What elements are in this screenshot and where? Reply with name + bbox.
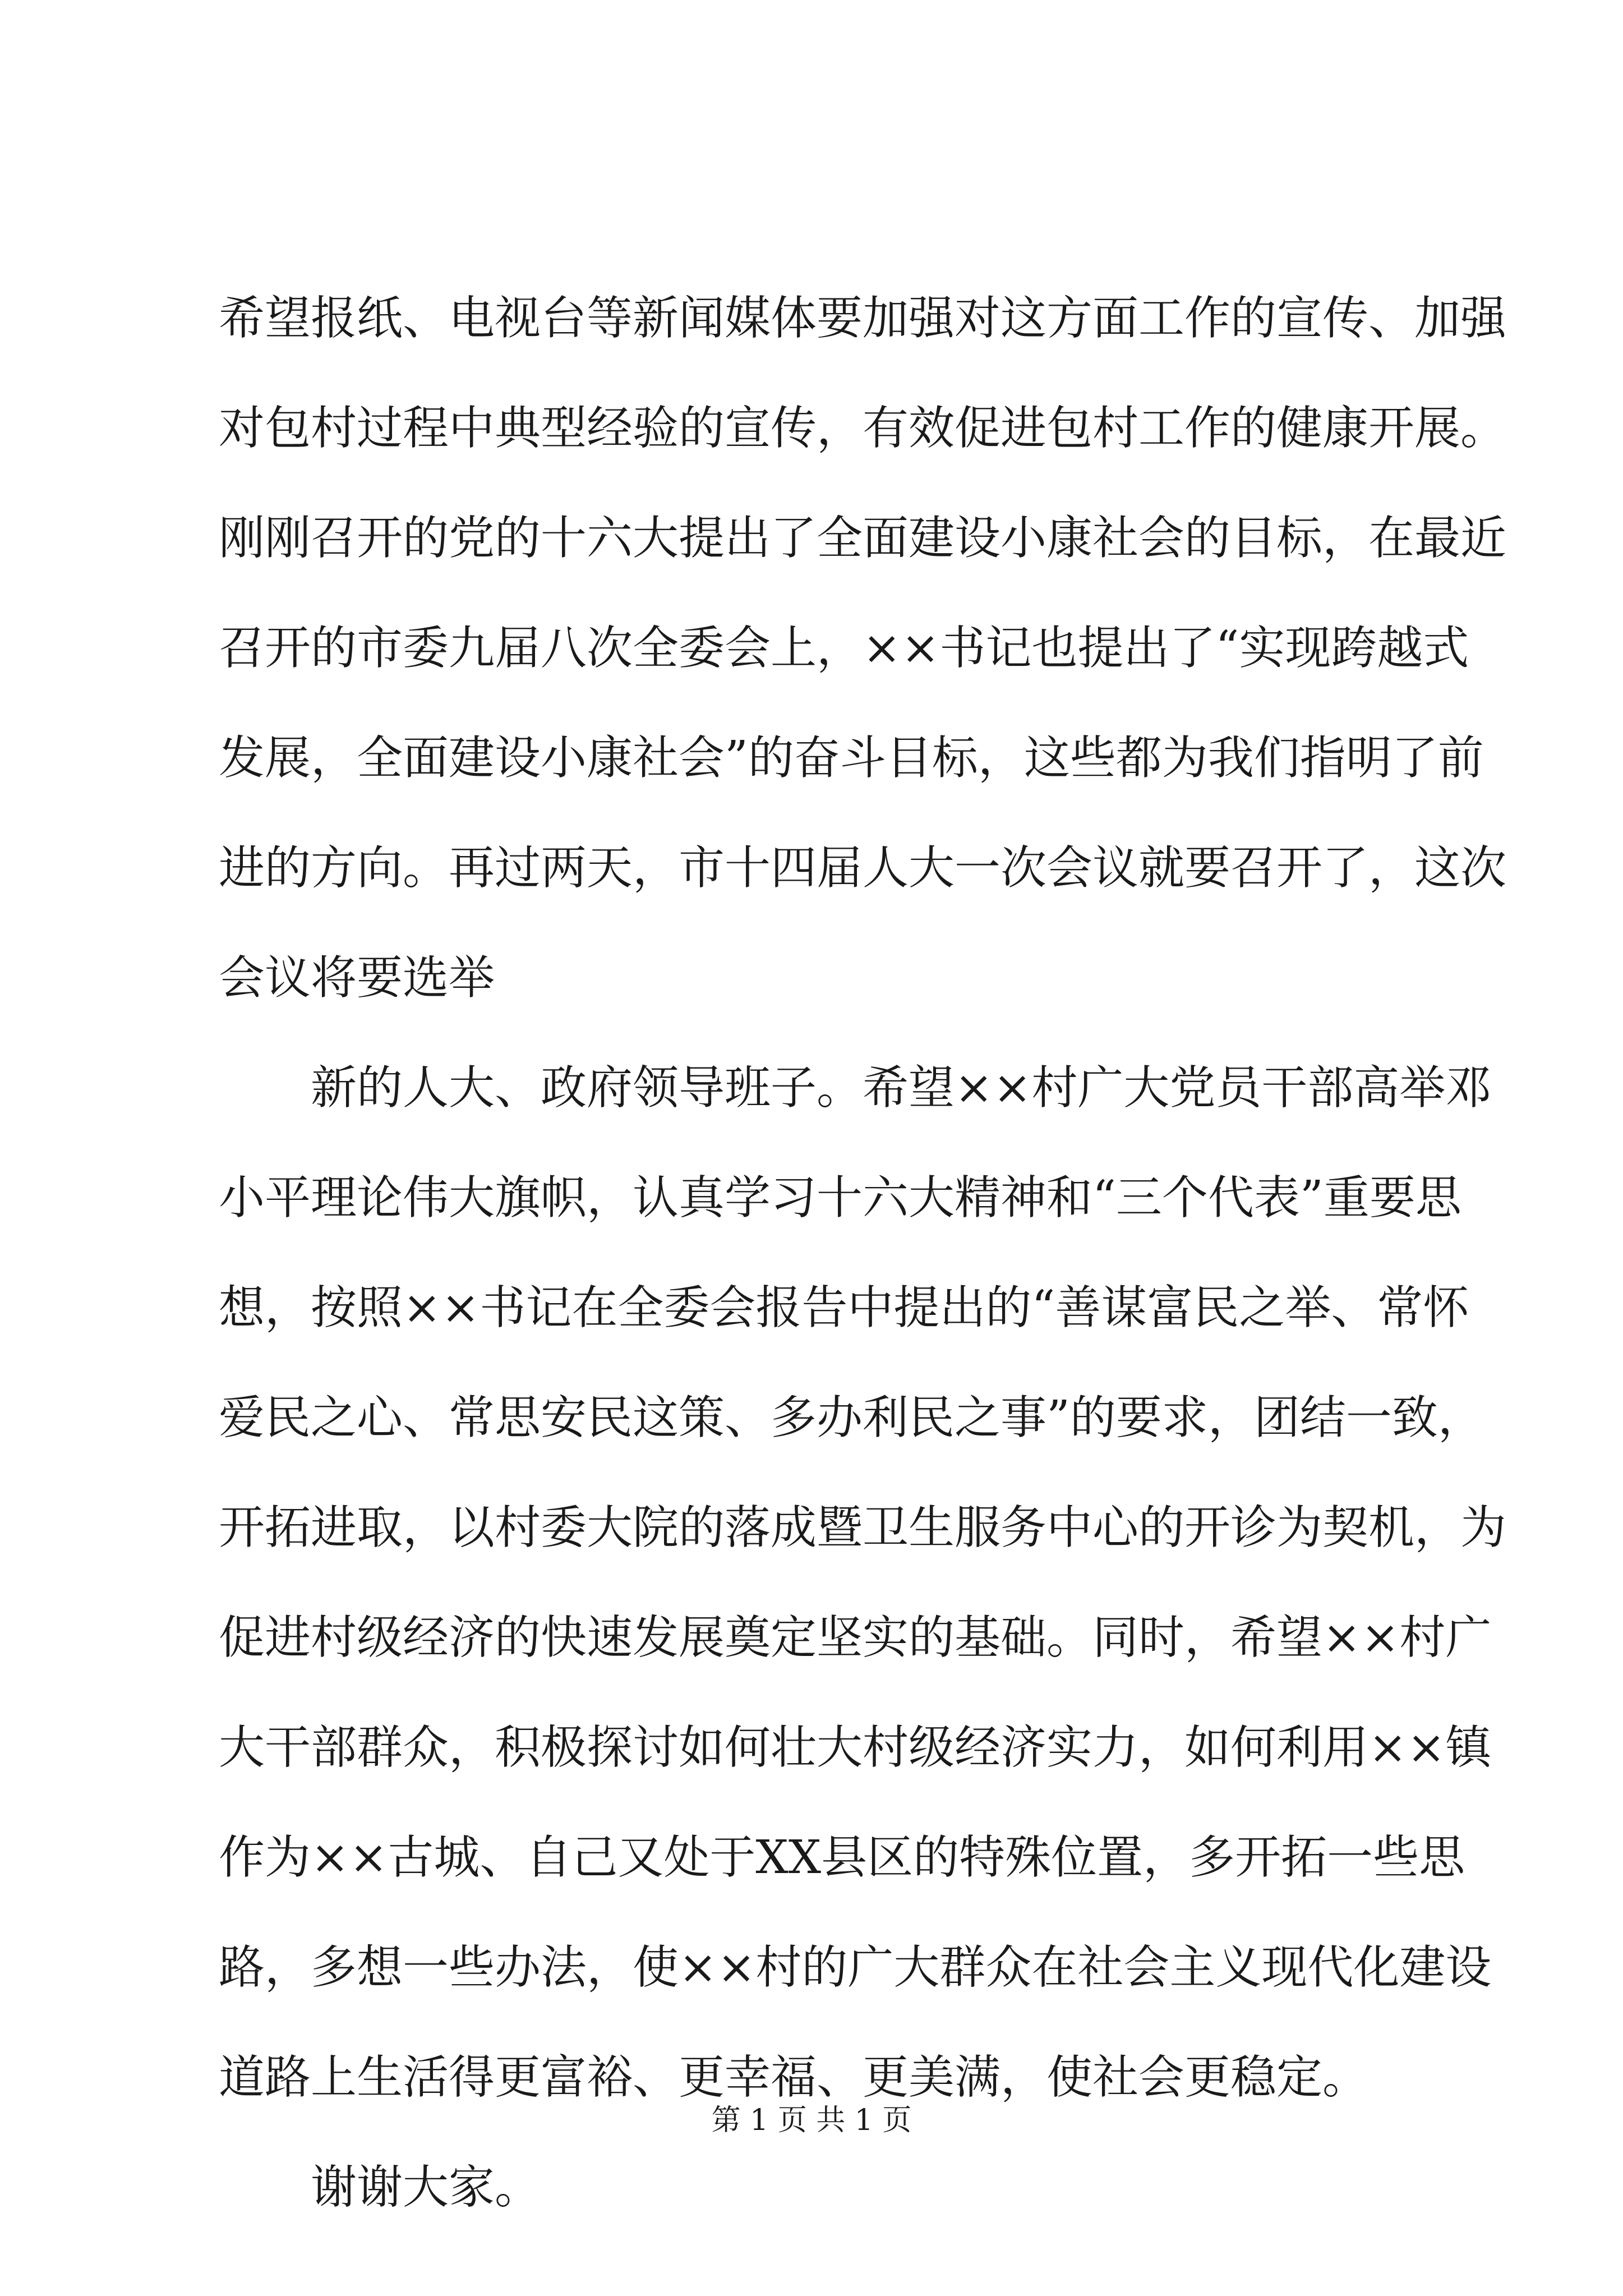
text-line: 作为××古城、自己又处于XX县区的特殊位置，多开拓一些思 xyxy=(219,1831,1465,1884)
text-line: 路，多想一些办法，使××村的广大群众在社会主义现代化建设 xyxy=(219,1941,1492,1994)
text-line: 进的方向。再过两天，市十四届人大一次会议就要召开了，这次 xyxy=(219,841,1507,895)
text-line: 小平理论伟大旗帜，认真学习十六大精神和“三个代表”重要思 xyxy=(219,1171,1461,1225)
text-line: 促进村级经济的快速发展奠定坚实的基础。同时，希望××村广 xyxy=(219,1611,1492,1664)
text-line: 道路上生活得更富裕、更幸福、更美满，使社会更稳定。 xyxy=(219,2051,1369,2104)
text-line: 希望报纸、电视台等新闻媒体要加强对这方面工作的宣传、加强 xyxy=(219,292,1507,345)
text-line: 召开的市委九届八次全委会上，××书记也提出了“实现跨越式 xyxy=(219,622,1469,675)
text-line: 大干部群众，积极探讨如何壮大村级经济实力，如何利用××镇 xyxy=(219,1721,1492,1774)
paragraph-2 xyxy=(219,1033,1507,2133)
paragraph-1 xyxy=(219,264,1507,1033)
document-body xyxy=(219,264,1507,2243)
text-line: 开拓进取，以村委大院的落成暨卫生服务中心的开诊为契机，为 xyxy=(219,1501,1507,1554)
text-line: 新的人大、政府领导班子。希望××村广大党员干部高举邓 xyxy=(311,1061,1492,1115)
text-line: 会议将要选举 xyxy=(219,951,495,1005)
paragraph-3 xyxy=(219,2133,1424,2243)
text-line: 对包村过程中典型经验的宣传，有效促进包村工作的健康开展。 xyxy=(219,402,1507,455)
text-line: 谢谢大家。 xyxy=(311,2161,541,2214)
text-line: 爱民之心、常思安民这策、多办利民之事”的要求，团结一致， xyxy=(219,1391,1484,1444)
text-line: 刚刚召开的党的十六大提出了全面建设小康社会的目标，在最近 xyxy=(219,512,1507,565)
text-line: 想，按照××书记在全委会报告中提出的“善谋富民之举、常怀 xyxy=(219,1281,1469,1335)
text-line: 发展，全面建设小康社会”的奋斗目标，这些都为我们指明了前 xyxy=(219,731,1484,785)
page-number-footer: 第 1 页 共 1 页 xyxy=(711,2104,912,2137)
